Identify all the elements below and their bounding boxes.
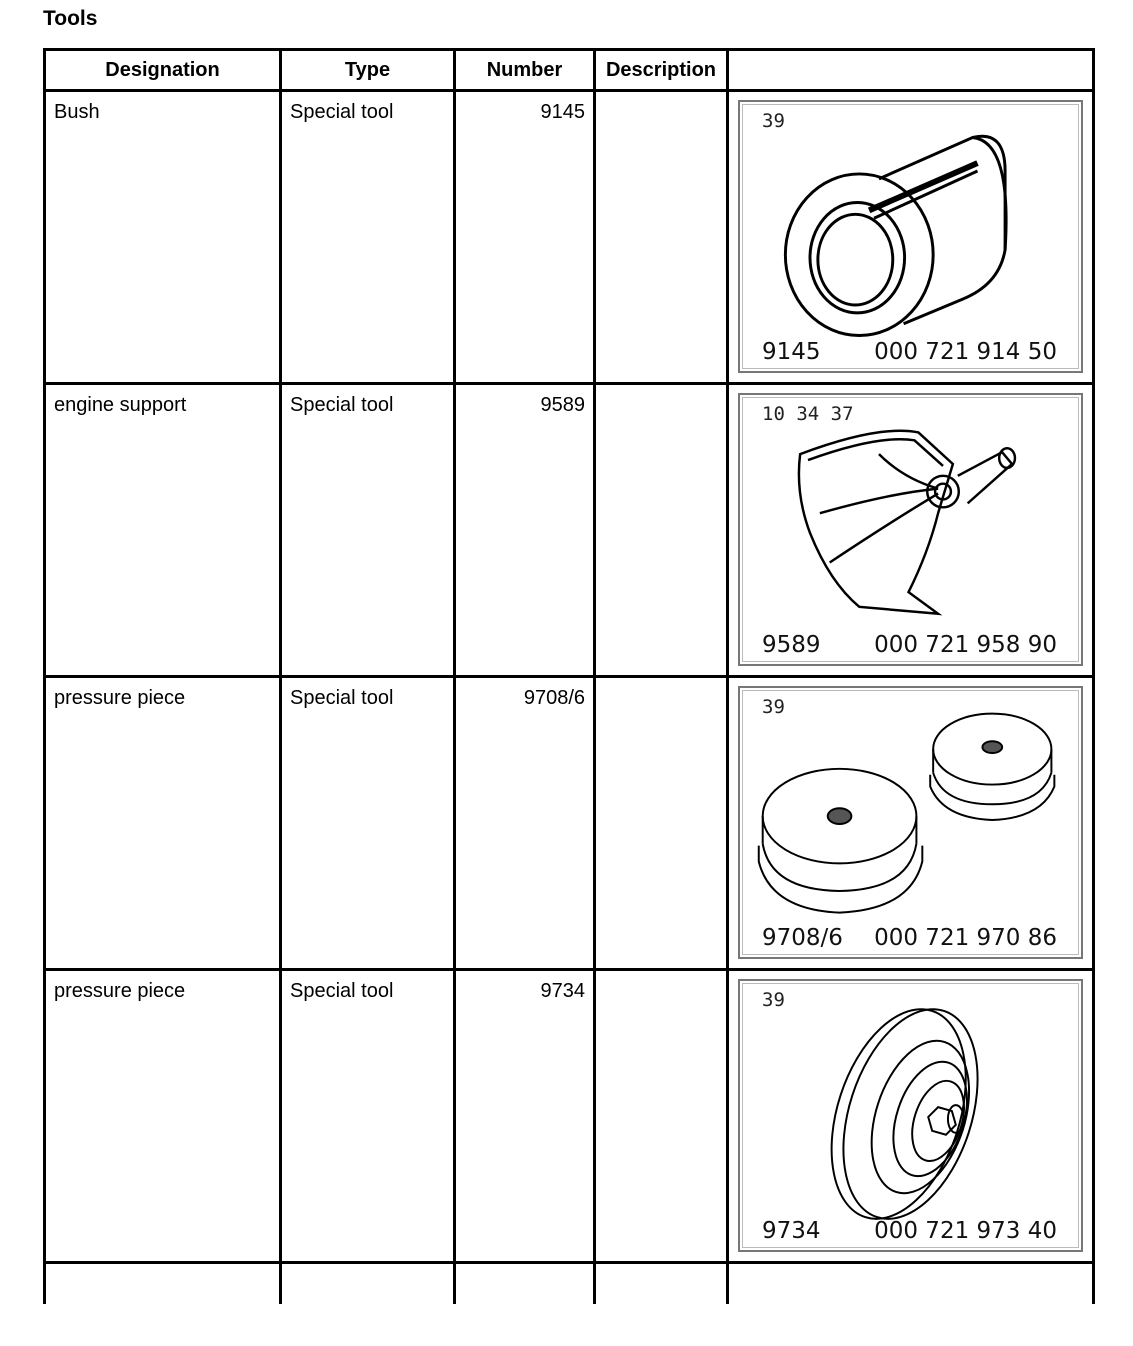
number-text: 9145 <box>540 101 585 123</box>
type-cell <box>281 970 455 1263</box>
number-cell <box>455 91 595 384</box>
bush-drawing-icon <box>740 102 1081 371</box>
pressure-piece-pair-drawing-icon <box>740 688 1081 957</box>
empty-cell <box>595 1263 728 1305</box>
tools-table <box>43 48 1095 1304</box>
designation-text: engine support <box>54 394 187 416</box>
description-text <box>596 678 726 696</box>
tool-figure <box>738 979 1083 1252</box>
description-cell <box>595 970 728 1263</box>
number-text: 9708/6 <box>523 687 585 709</box>
empty-cell <box>45 1263 281 1305</box>
number-text: 9734 <box>540 980 585 1002</box>
page-title: Tools <box>43 7 98 30</box>
type-text: Special tool <box>290 394 394 416</box>
figure-tool-number: 9589 <box>762 632 821 658</box>
designation-cell <box>45 970 281 1263</box>
empty-cell <box>281 1263 455 1305</box>
empty-cell <box>455 1263 595 1305</box>
figure-tool-number: 9708/6 <box>762 925 843 951</box>
table-row <box>45 91 1094 384</box>
figure-code: 39 <box>762 696 785 718</box>
header-type: Type <box>281 50 455 91</box>
figure-code: 39 <box>762 110 785 132</box>
description-cell <box>595 384 728 677</box>
pressure-piece-stepped-drawing-icon <box>740 981 1081 1250</box>
designation-cell <box>45 384 281 677</box>
figure-part-number: 000 721 973 40 <box>874 1218 1057 1244</box>
description-cell <box>595 91 728 384</box>
tool-figure <box>738 100 1083 373</box>
table-row-continued <box>45 1263 1094 1305</box>
type-text: Special tool <box>290 687 394 709</box>
image-cell <box>728 91 1094 384</box>
empty-cell <box>728 1263 1094 1305</box>
type-cell <box>281 91 455 384</box>
figure-code: 39 <box>762 989 785 1011</box>
number-cell <box>455 677 595 970</box>
description-text <box>596 971 726 989</box>
table-row <box>45 677 1094 970</box>
designation-text: Bush <box>54 101 100 123</box>
header-designation: Designation <box>45 50 281 91</box>
designation-text: pressure piece <box>54 980 186 1002</box>
designation-cell <box>45 91 281 384</box>
image-cell <box>728 384 1094 677</box>
description-text <box>596 92 726 110</box>
type-text: Special tool <box>290 101 394 123</box>
tool-figure <box>738 686 1083 959</box>
engine-support-drawing-icon <box>740 395 1081 664</box>
header-description: Description <box>595 50 728 91</box>
image-cell <box>728 970 1094 1263</box>
description-cell <box>595 677 728 970</box>
table-row <box>45 384 1094 677</box>
figure-part-number: 000 721 970 86 <box>874 925 1057 951</box>
description-text <box>596 385 726 403</box>
type-cell <box>281 677 455 970</box>
figure-part-number: 000 721 958 90 <box>874 632 1057 658</box>
image-cell <box>728 677 1094 970</box>
number-cell <box>455 384 595 677</box>
header-row <box>45 50 1094 91</box>
type-text: Special tool <box>290 980 394 1002</box>
figure-tool-number: 9734 <box>762 1218 821 1244</box>
number-cell <box>455 970 595 1263</box>
header-image <box>728 50 1094 91</box>
designation-cell <box>45 677 281 970</box>
figure-tool-number: 9145 <box>762 339 821 365</box>
figure-code: 10 34 37 <box>762 403 854 425</box>
figure-part-number: 000 721 914 50 <box>874 339 1057 365</box>
designation-text: pressure piece <box>54 687 186 709</box>
number-text: 9589 <box>540 394 585 416</box>
header-number: Number <box>455 50 595 91</box>
tool-figure <box>738 393 1083 666</box>
type-cell <box>281 384 455 677</box>
table-row <box>45 970 1094 1263</box>
